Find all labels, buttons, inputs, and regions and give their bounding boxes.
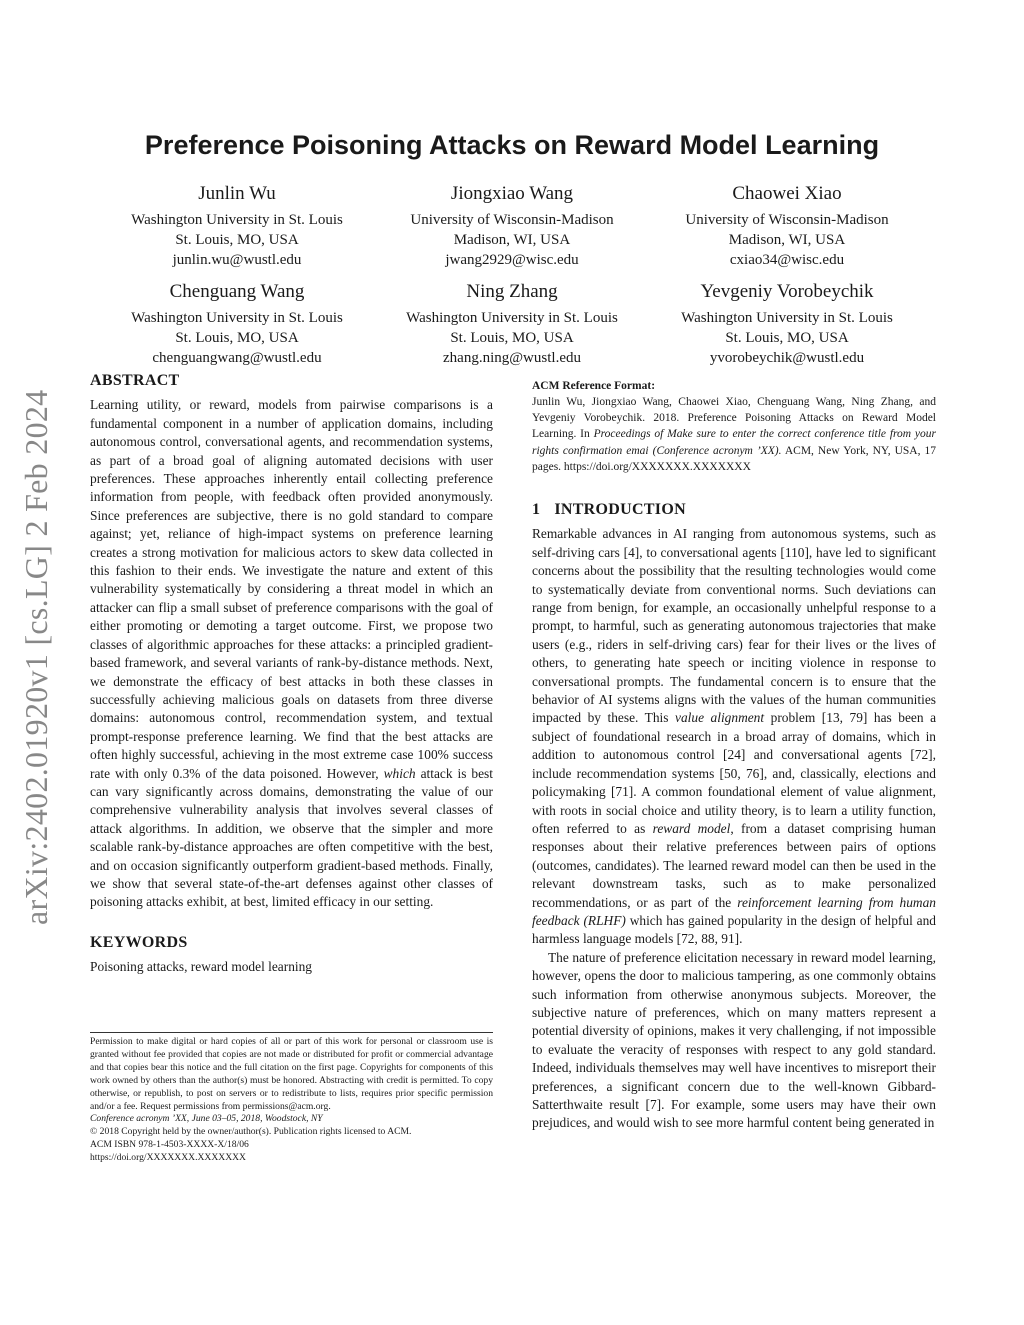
- arxiv-side-stamp: arXiv:2402.01920v1 [cs.LG] 2 Feb 2024: [18, 389, 54, 925]
- author-block: [372, 182, 652, 270]
- author-affiliation: University of Wisconsin-Madison: [685, 212, 889, 228]
- copyright-line: © 2018 Copyright held by the owner/author(s). Publication rights licensed to ACM.: [90, 1126, 412, 1138]
- intro-paragraph-2: The nature of preference elicitation necessary in reward model learning, however, opens the door to malicious tampering, as one commonly obtains such information from otherwise anonymous subjects. Moreover, the subjective nature of preferences, which on many matters represent a potential diversity of opinions, makes it very challenging, if not impossible to evaluate the veracity of responses with respect to any gold standard. Indeed, individuals themselves may well have incentives to misreport their preferences, a significant concern due to the well-known Gibbard-Satterthwaite result [7]. For example, some users may have their own prejudices, and would wish to see more harmful content being generated in: [532, 949, 936, 1131]
- author-location: Madison, WI, USA: [728, 232, 846, 248]
- intro-paragraph-1: Remarkable advances in AI ranging from autonomous systems, such as self-driving cars [4], to conversational agents [110], have led to significant concerns about the possibility that the resulting technologies would come to systematically deviate from conventional norms. Such deviations can range from benign, for example, an occasionally unhelpful response to a prompt, to harmful, such as generating autonomous trajectories that make users (e.g., riders in self-driving cars) fear for their lives or the lives of others, to generating hate speech or inciting violence in response to conversational prompts. The fundamental concern is to ensure that the behavior of AI systems aligns with the values of the human communities impacted by these. This value alignment problem [13, 79] has been a subject of foundational research in a broad array of domains, which in addition to autonomous control [24] and conversational agents [72], include recommendation systems [50, 76], and, classically, elections and policymaking [71]. A common foundational element of value alignment, with roots in social choice and utility theory, is to learn a utility function, often referred to as reward model, from a dataset comprising human responses about their relative preferences between pairs of options (outcomes, candidates). The learned reward model can then be used in the relevant downstream tasks, such as to make personalized recommendations, or as part of the reinforcement learning from human feedback (RLHF) which has gained popularity in the design of helpful and harmless language models [72, 88, 91].: [532, 526, 937, 947]
- section-title: INTRODUCTION: [554, 501, 686, 519]
- abstract-heading: ABSTRACT: [90, 372, 180, 389]
- author-block: [372, 280, 652, 368]
- permission-text: Permission to make digital or hard copies of all or part of this work for personal or classroom use is granted without fee provided that copies are not made or distributed for profit or commercial advantage and that copies bear this notice and the full citation on the first page. Copyrights for components of this work owned by others than the author(s) must be honored. Abstracting with credit is permitted. To copy otherwise, or republish, to post on servers or to redistribute to lists, requires prior specific permission and/or a fee. Request permissions from permissions@acm.org.: [90, 1036, 493, 1112]
- permission-footnote: [90, 1032, 493, 1165]
- author-email: junlin.wu@wustl.edu: [172, 252, 302, 268]
- conference-line: Conference acronym ’XX, June 03–05, 2018, Woodstock, NY: [90, 1113, 323, 1125]
- keywords-heading: KEYWORDS: [90, 933, 188, 951]
- introduction-heading: [532, 501, 936, 519]
- author-location: Madison, WI, USA: [453, 232, 571, 248]
- author-affiliation: University of Wisconsin-Madison: [410, 212, 614, 228]
- author-affiliation: Washington University in St. Louis: [131, 310, 343, 326]
- acm-reference-text: Junlin Wu, Jiongxiao Wang, Chaowei Xiao, Chenguang Wang, Ning Zhang, and Yevgeniy Vorobeychik. 2018. Preference Poisoning Attacks on Reward Model Learning. In Proceedings of Make sure to enter the correct conference title from your rights confirmation emai (Conference acronym ’XX). ACM, New York, NY, USA, 17 pages. https://doi.org/XXXXXXX.XXXXXXX: [532, 396, 936, 473]
- author-name: Chaowei Xiao: [732, 183, 842, 204]
- abstract-text: Learning utility, or reward, models from pairwise comparisons is a fundamental component in a number of application domains, including autonomous control, conversational agents, and recommendation systems, as part of a broad goal of aligning automated decisions with user preferences. These approaches inherently entail collecting preference information from people, with feedback often provided anonymously. Since preferences are subjective, there is no gold standard to compare against; yet, reliance of high-impact systems on preference learning creates a strong motivation for malicious actors to skew data collected in this fashion to their ends. We investigate the nature and extent of this vulnerability systematically by considering a threat model in which an attacker can flip a small subset of preference comparisons with the goal of either promoting or demoting a target outcome. First, we propose two classes of algorithmic approaches for these attacks: a principled gradient-based framework, and several variants of rank-by-distance methods. Next, we demonstrate the efficacy of best attacks in both these classes in successfully achieving malicious goals on datasets from three diverse domains: autonomous control, recommendation system, and textual prompt-response preference learning. We find that the best attacks are often highly successful, achieving in the most extreme case 100% success rate with only 0.3% of the data poisoned. However, which attack is best can vary significantly across domains, demonstrating the value of our comprehensive vulnerability analysis that involves several classes of attack algorithms. In addition, we observe that the simpler and more scalable rank-by-distance approaches are often competitive with the best, and on occasion significantly outperform gradient-based methods. Finally, we show that several state-of-the-art defenses against other classes of poisoning attacks exhibit, at best, limited efficacy in our setting.: [90, 397, 493, 910]
- author-affiliation: Washington University in St. Louis: [131, 212, 343, 228]
- author-location: St. Louis, MO, USA: [450, 330, 574, 346]
- right-column: [532, 378, 936, 1133]
- acm-reference-heading: ACM Reference Format:: [532, 380, 656, 392]
- left-column: [90, 372, 493, 977]
- author-email: zhang.ning@wustl.edu: [443, 350, 581, 366]
- author-email: cxiao34@wisc.edu: [729, 252, 845, 268]
- keywords-text: Poisoning attacks, reward model learning: [90, 959, 313, 975]
- doi-line: https://doi.org/XXXXXXX.XXXXXXX: [90, 1152, 246, 1164]
- author-email: yvorobeychik@wustl.edu: [709, 350, 865, 366]
- author-location: St. Louis, MO, USA: [175, 330, 299, 346]
- author-name: Jiongxiao Wang: [450, 183, 574, 204]
- isbn-line: ACM ISBN 978-1-4503-XXXX-X/18/06: [90, 1139, 249, 1151]
- author-location: St. Louis, MO, USA: [175, 232, 299, 248]
- author-name: Yevgeniy Vorobeychik: [700, 281, 874, 302]
- paper-title: Preference Poisoning Attacks on Reward Model Learning: [144, 130, 880, 160]
- section-number: 1: [532, 501, 541, 519]
- author-affiliation: Washington University in St. Louis: [406, 310, 618, 326]
- author-block: [97, 280, 377, 368]
- author-name: Ning Zhang: [466, 281, 558, 302]
- author-block: [647, 280, 927, 368]
- author-name: Junlin Wu: [198, 183, 276, 204]
- author-block: [97, 182, 377, 270]
- author-location: St. Louis, MO, USA: [725, 330, 849, 346]
- author-email: chenguangwang@wustl.edu: [152, 350, 322, 366]
- author-block: [647, 182, 927, 270]
- author-name: Chenguang Wang: [169, 281, 305, 302]
- author-email: jwang2929@wisc.edu: [445, 252, 579, 268]
- author-affiliation: Washington University in St. Louis: [681, 310, 893, 326]
